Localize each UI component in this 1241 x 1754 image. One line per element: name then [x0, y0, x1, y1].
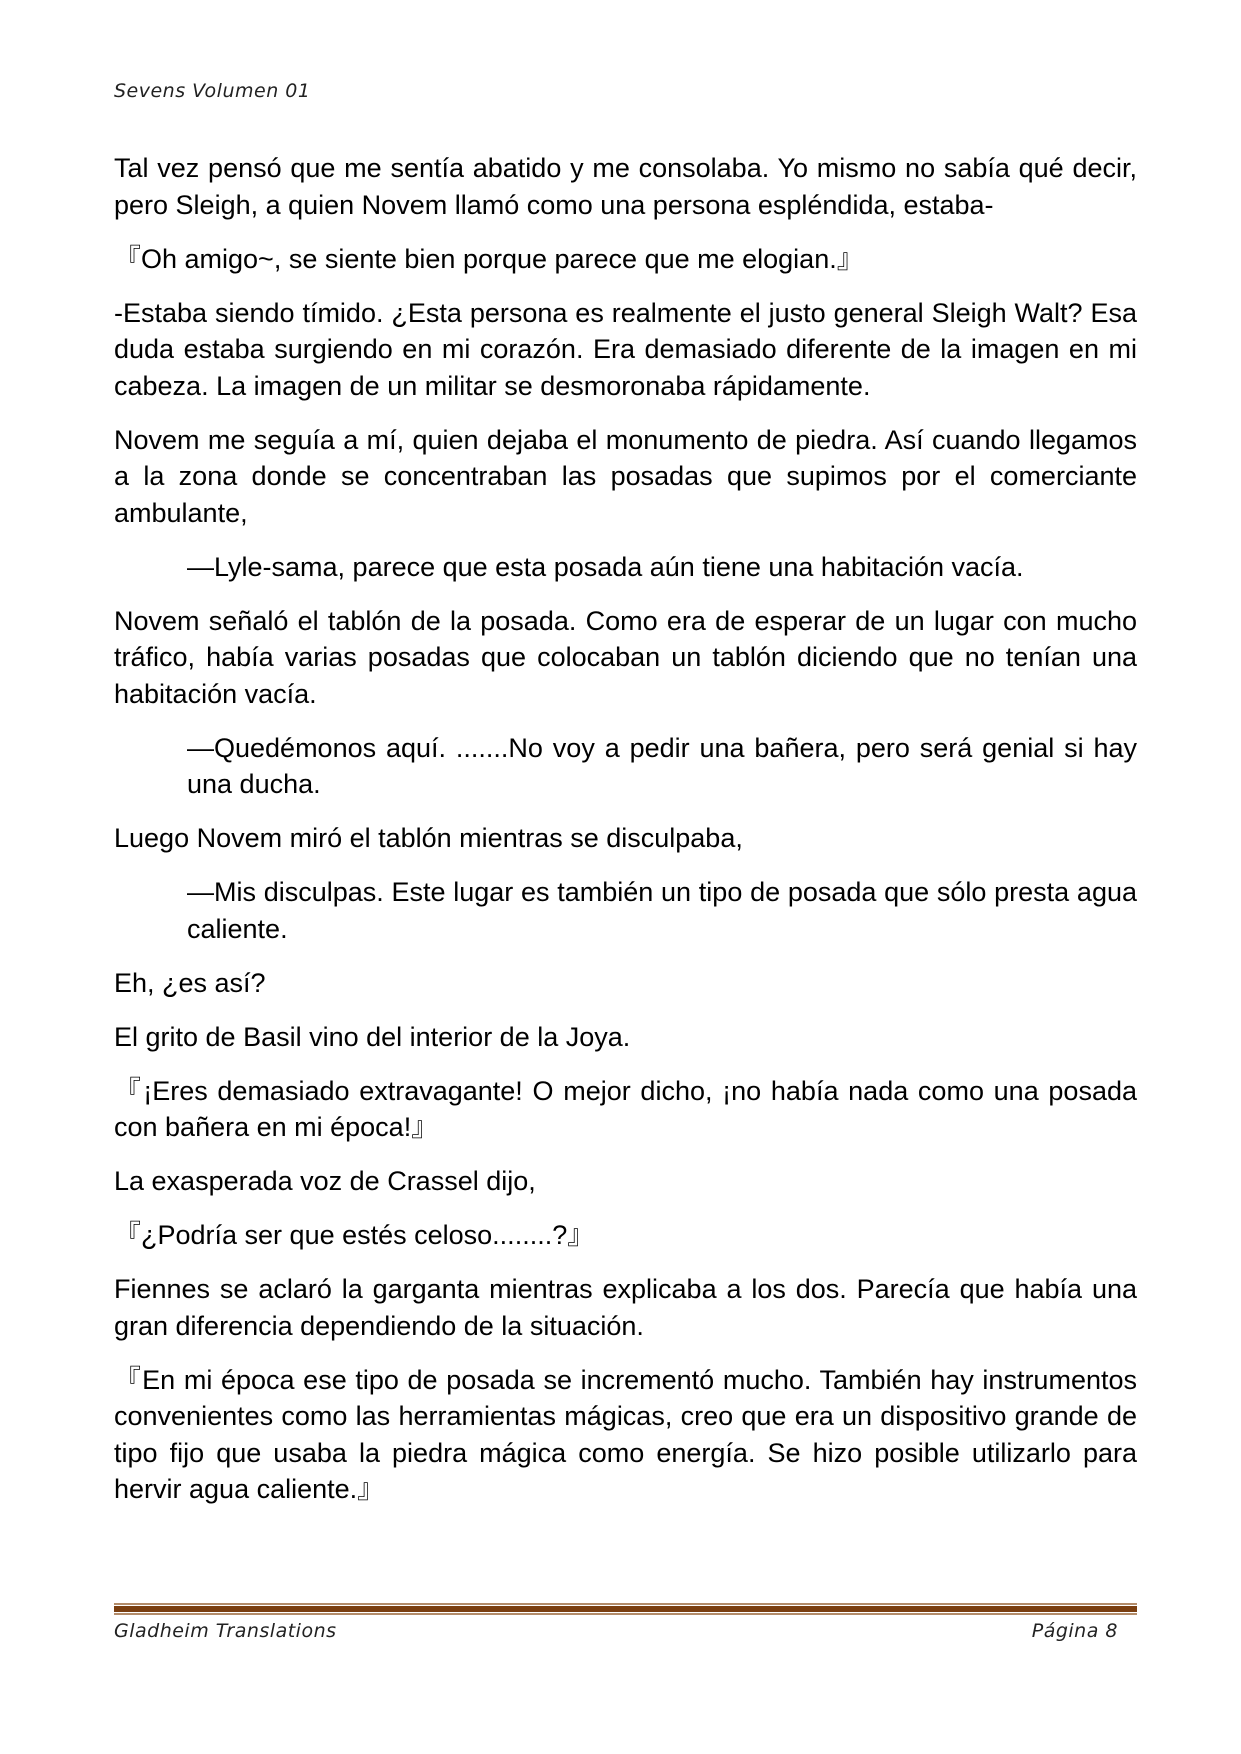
paragraph: -Estaba siendo tímido. ¿Esta persona es realmente el justo general Sleigh Walt? Esa duda estaba surgiendo en mi corazón. Era demasiado diferente de la imagen en mi cabeza. La imagen de un militar se desmoronaba rápidamente. [114, 297, 1137, 401]
footer-rule-main [114, 1606, 1137, 1612]
page-number: Página 8 [1031, 1620, 1118, 1642]
paragraph: Novem me seguía a mí, quien dejaba el monumento de piedra. Así cuando llegamos a la zona donde se concentraban las posadas que supimos por el comerciante ambulante, [114, 424, 1137, 528]
paragraph: Luego Novem miró el tablón mientras se disculpaba, [114, 823, 743, 853]
quote-paragraph: 『¿Podría ser que estés celoso........?』 [114, 1220, 595, 1250]
paragraph: La exasperada voz de Crassel dijo, [114, 1166, 536, 1196]
footer-rule-bottom [114, 1613, 1137, 1615]
paragraph: Eh, ¿es así? [114, 967, 266, 998]
quote-paragraph: 『En mi época ese tipo de posada se incrementó mucho. También hay instrumentos convenientes como las herramientas mágicas, creo que era un dispositivo grande de tipo fijo que usaba la piedra mágica como energía. Se hizo posible utilizarlo para hervir agua caliente.』 [114, 1364, 1137, 1504]
paragraph: Novem señaló el tablón de la posada. Como era de esperar de un lugar con mucho tráfico, había varias posadas que colocaban un tablón diciendo que no tenían una habitación vacía. [114, 605, 1137, 709]
footer-rule-top [114, 1603, 1137, 1605]
quote-paragraph: 『¡Eres demasiado extravagante! O mejor dicho, ¡no había nada como una posada con bañera en mi época!』 [114, 1075, 1137, 1142]
page-body [114, 150, 1137, 1525]
dialogue-paragraph: —Quedémonos aquí. .......No voy a pedir una bañera, pero será genial si hay una ducha. [187, 732, 1137, 799]
paragraph: Tal vez pensó que me sentía abatido y me consolaba. Yo mismo no sabía qué decir, pero Sleigh, a quien Novem llamó como una persona espléndida, estaba- [114, 153, 1137, 220]
running-header: Sevens Volumen 01 [114, 80, 311, 102]
paragraph: El grito de Basil vino del interior de la Joya. [114, 1021, 631, 1052]
dialogue-paragraph: —Lyle-sama, parece que esta posada aún tiene una habitación vacía. [187, 551, 1024, 582]
dialogue-paragraph: —Mis disculpas. Este lugar es también un tipo de posada que sólo presta agua caliente. [187, 877, 1137, 944]
quote-paragraph: 『Oh amigo~, se siente bien porque parece que me elogian.』 [114, 243, 864, 274]
footer-publisher: Gladheim Translations [114, 1620, 337, 1642]
paragraph: Fiennes se aclaró la garganta mientras explicaba a los dos. Parecía que había una gran diferencia dependiendo de la situación. [114, 1274, 1137, 1341]
